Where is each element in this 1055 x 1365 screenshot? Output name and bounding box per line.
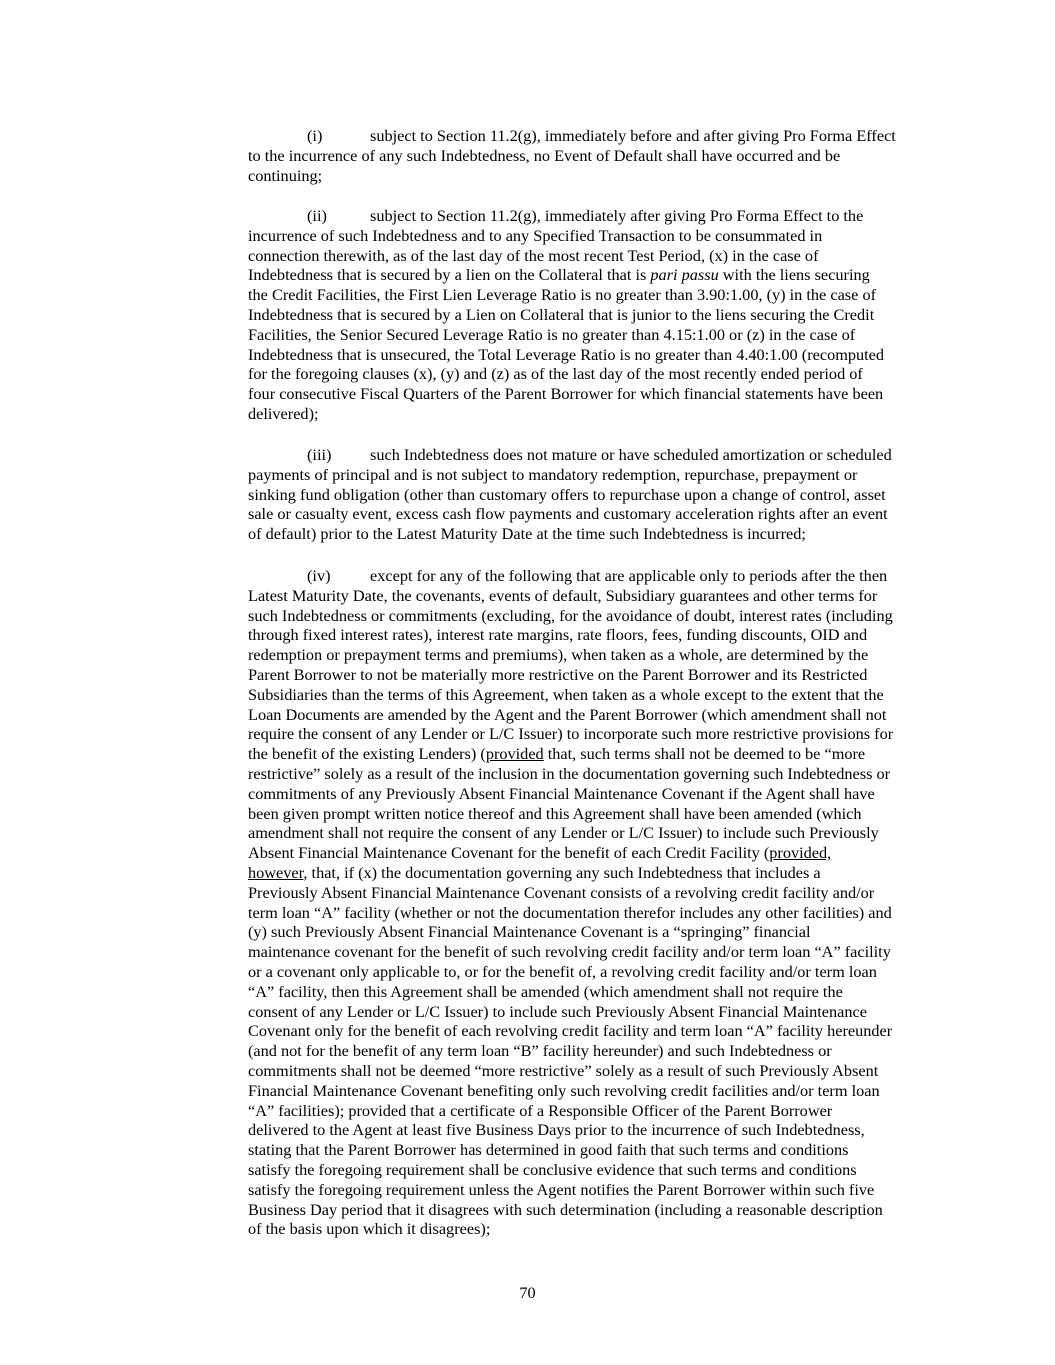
clause-line: “A” facilities); provided that a certificate of a Responsible Officer of the Parent Borrower xyxy=(248,1100,833,1120)
clause-line: delivered); xyxy=(248,403,319,423)
clause-line: the benefit of the existing Lenders) (provided that, such terms shall not be deemed to be “more xyxy=(248,744,866,764)
clause-line: through fixed interest rates), interest rate margins, rate floors, fees, funding discounts, OID and xyxy=(248,625,868,645)
clause-line: (y) such Previously Absent Financial Maintenance Covenant is a “springing” financial xyxy=(248,922,811,942)
clause-number: (i) xyxy=(307,126,323,145)
clause-line: Indebtedness that is secured by a lien on the Collateral that is pari passu with the liens securing xyxy=(248,265,870,285)
clause-line: (ii) subject to Section 11.2(g), immediately after giving Pro Forma Effect to the xyxy=(248,206,934,226)
clause-line: however, that, if (x) the documentation governing any such Indebtedness that includes a xyxy=(248,862,821,882)
clause-line: Financial Maintenance Covenant benefiting only such revolving credit facilities and/or term loan xyxy=(248,1080,880,1100)
clause-line: connection therewith, as of the last day of the most recent Test Period, (x) in the case of xyxy=(248,245,819,265)
clause-iii xyxy=(248,445,934,544)
clause-line: Subsidiaries than the terms of this Agreement, when taken as a whole except to the extent that the xyxy=(248,684,884,704)
clause-line: to the incurrence of any such Indebtedness, no Event of Default shall have occurred and be xyxy=(248,145,841,165)
clause-line: Business Day period that it disagrees with such determination (including a reasonable description xyxy=(248,1199,883,1219)
clause-line: (and not for the benefit of any term loan “B” facility hereunder) and such Indebtedness or xyxy=(248,1041,832,1061)
underlined-term: provided xyxy=(485,744,544,764)
page-number: 70 xyxy=(519,1283,536,1302)
clause-line: satisfy the foregoing requirement shall be conclusive evidence that such terms and conditions xyxy=(248,1159,857,1179)
clause-line: sale or casualty event, excess cash flow payments and customary acceleration rights after an event xyxy=(248,504,888,524)
clause-line: payments of principal and is not subject to mandatory redemption, repurchase, prepayment or xyxy=(248,464,858,484)
clause-line: Latest Maturity Date, the covenants, events of default, Subsidiary guarantees and other terms for xyxy=(248,585,878,605)
clause-line: such Indebtedness or commitments (excluding, for the avoidance of doubt, interest rates (including xyxy=(248,605,893,625)
clause-iv xyxy=(248,566,934,1239)
clause-line: Previously Absent Financial Maintenance Covenant consists of a revolving credit facility and/or xyxy=(248,882,875,902)
clause-number: (iii) xyxy=(307,445,332,464)
clause-line: or a covenant only applicable to, or for the benefit of, a revolving credit facility and/or term loan xyxy=(248,961,877,981)
clause-line: the Credit Facilities, the First Lien Leverage Ratio is no greater than 3.90:1.00, (y) in the case of xyxy=(248,285,877,305)
clause-line: (i) subject to Section 11.2(g), immediately before and after giving Pro Forma Effect xyxy=(248,126,934,146)
clause-i xyxy=(248,126,934,185)
clause-line: for the foregoing clauses (x), (y) and (z) as of the last day of the most recently ended period of xyxy=(248,364,863,384)
clause-line: stating that the Parent Borrower has determined in good faith that such terms and conditions xyxy=(248,1140,849,1160)
clause-line: satisfy the foregoing requirement unless the Agent notifies the Parent Borrower within such five xyxy=(248,1179,875,1199)
clause-line: of the basis upon which it disagrees); xyxy=(248,1219,491,1239)
clause-ii xyxy=(248,206,934,424)
clause-line: Loan Documents are amended by the Agent and the Parent Borrower (which amendment shall not xyxy=(248,704,887,724)
clause-line: “A” facility, then this Agreement shall be amended (which amendment shall not require the xyxy=(248,981,843,1001)
clause-line: maintenance covenant for the benefit of such revolving credit facility and/or term loan “A” facility xyxy=(248,942,891,962)
clause-line: (iii) such Indebtedness does not mature or have scheduled amortization or scheduled xyxy=(248,445,934,465)
clause-line: four consecutive Fiscal Quarters of the Parent Borrower for which financial statements have been xyxy=(248,384,884,404)
clause-line: Indebtedness that is unsecured, the Total Leverage Ratio is no greater than 4.40:1.00 (recomputed xyxy=(248,344,885,364)
clause-line: (iv) except for any of the following that are applicable only to periods after the then xyxy=(248,566,934,586)
clause-line: delivered to the Agent at least five Business Days prior to the incurrence of such Indebtedness, xyxy=(248,1120,865,1140)
clause-line: restrictive” solely as a result of the inclusion in the documentation governing such Indebtedness or xyxy=(248,763,891,783)
clause-line: Absent Financial Maintenance Covenant for the benefit of each Credit Facility (provided, xyxy=(248,843,832,863)
clause-line: commitments of any Previously Absent Financial Maintenance Covenant if the Agent shall have xyxy=(248,783,875,803)
italic-term: pari passu xyxy=(650,265,719,285)
clause-line: Covenant only for the benefit of each revolving credit facility and term loan “A” facility hereunder xyxy=(248,1021,893,1041)
clause-line: redemption or prepayment terms and premiums), when taken as a whole, are determined by the xyxy=(248,645,869,665)
clause-line: term loan “A” facility (whether or not the documentation therefor includes any other facilities) and xyxy=(248,902,892,922)
underlined-term: however xyxy=(248,862,304,882)
clause-line: Parent Borrower to not be materially more restrictive on the Parent Borrower and its Restricted xyxy=(248,664,868,684)
clause-line: commitments shall not be deemed “more restrictive” solely as a result of such Previously Absent xyxy=(248,1060,879,1080)
clause-line: incurrence of such Indebtedness and to any Specified Transaction to be consummated in xyxy=(248,225,823,245)
clause-line: continuing; xyxy=(248,165,323,185)
underlined-term: provided, xyxy=(769,843,832,863)
clause-line: amendment shall not require the consent of any Lender or L/C Issuer) to include such Previously xyxy=(248,823,879,843)
clause-number: (ii) xyxy=(307,206,327,225)
clause-line: been given prompt written notice thereof and this Agreement shall have been amended (which xyxy=(248,803,862,823)
clause-line: Facilities, the Senior Secured Leverage Ratio is no greater than 4.15:1.00 or (z) in the case of xyxy=(248,324,856,344)
clause-line: require the consent of any Lender or L/C Issuer) to incorporate such more restrictive provisions for xyxy=(248,724,894,744)
clause-line: of default) prior to the Latest Maturity Date at the time such Indebtedness is incurred; xyxy=(248,524,806,544)
clause-line: sinking fund obligation (other than customary offers to repurchase upon a change of control, asset xyxy=(248,484,886,504)
clause-line: consent of any Lender or L/C Issuer) to include such Previously Absent Financial Maintenance xyxy=(248,1001,867,1021)
clause-line: Indebtedness that is secured by a Lien on Collateral that is junior to the liens securing the Credit xyxy=(248,304,875,324)
clause-number: (iv) xyxy=(307,566,331,585)
